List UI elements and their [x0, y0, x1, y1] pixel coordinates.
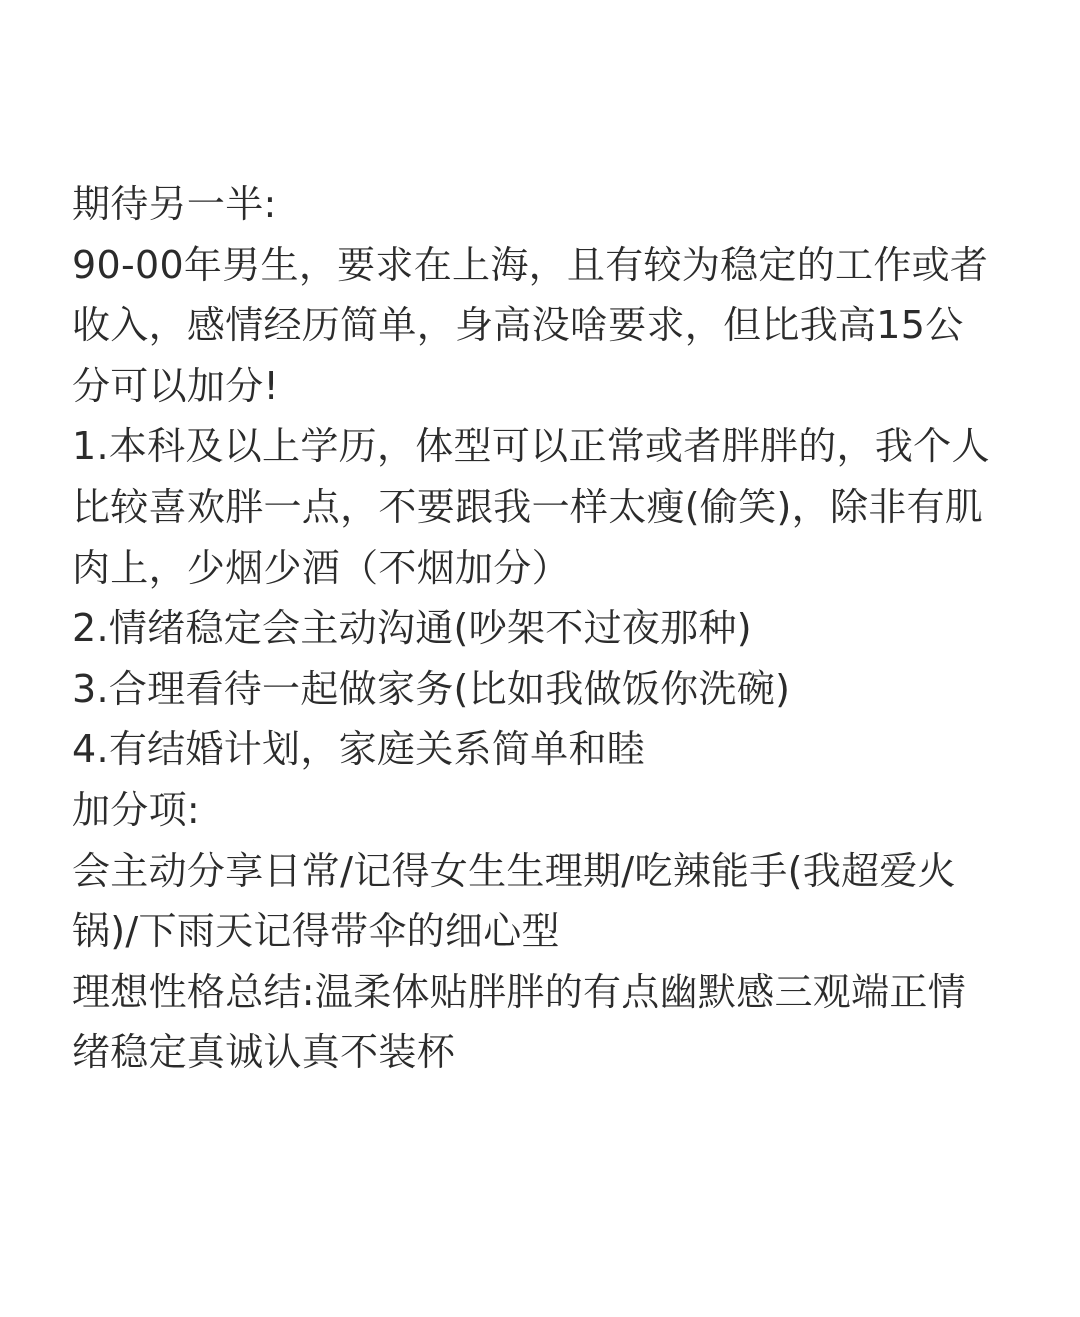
requirement-item-2: 2.情绪稳定会主动沟通(吵架不过夜那种) [72, 606, 752, 651]
requirement-item-1: 1.本科及以上学历，体型可以正常或者胖胖的，我个人比较喜欢胖一点，不要跟我一样太瘦(偷笑)，除非有肌肉上，少烟少酒（不烟加分） [72, 424, 990, 590]
bonus-points-text: 会主动分享日常/记得女生生理期/吃辣能手(我超爱火锅)/下雨天记得带伞的细心型 [72, 848, 956, 954]
heading-partner-expectation: 期待另一半: [72, 182, 277, 226]
heading-bonus-points: 加分项: [72, 787, 201, 832]
requirement-item-3: 3.合理看待一起做家务(比如我做饭你洗碗) [72, 666, 791, 711]
requirement-item-4: 4.有结婚计划，家庭关系简单和睦 [72, 727, 646, 772]
intro-paragraph: 90-00年男生，要求在上海，且有较为稳定的工作或者收入，感情经历简单，身高没啥要求，但比我高15公分可以加分! [72, 242, 989, 408]
ideal-personality-summary: 理想性格总结:温柔体贴胖胖的有点幽默感三观端正情绪稳定真诚认真不装杯 [72, 969, 967, 1075]
note-text-block [72, 174, 996, 1083]
